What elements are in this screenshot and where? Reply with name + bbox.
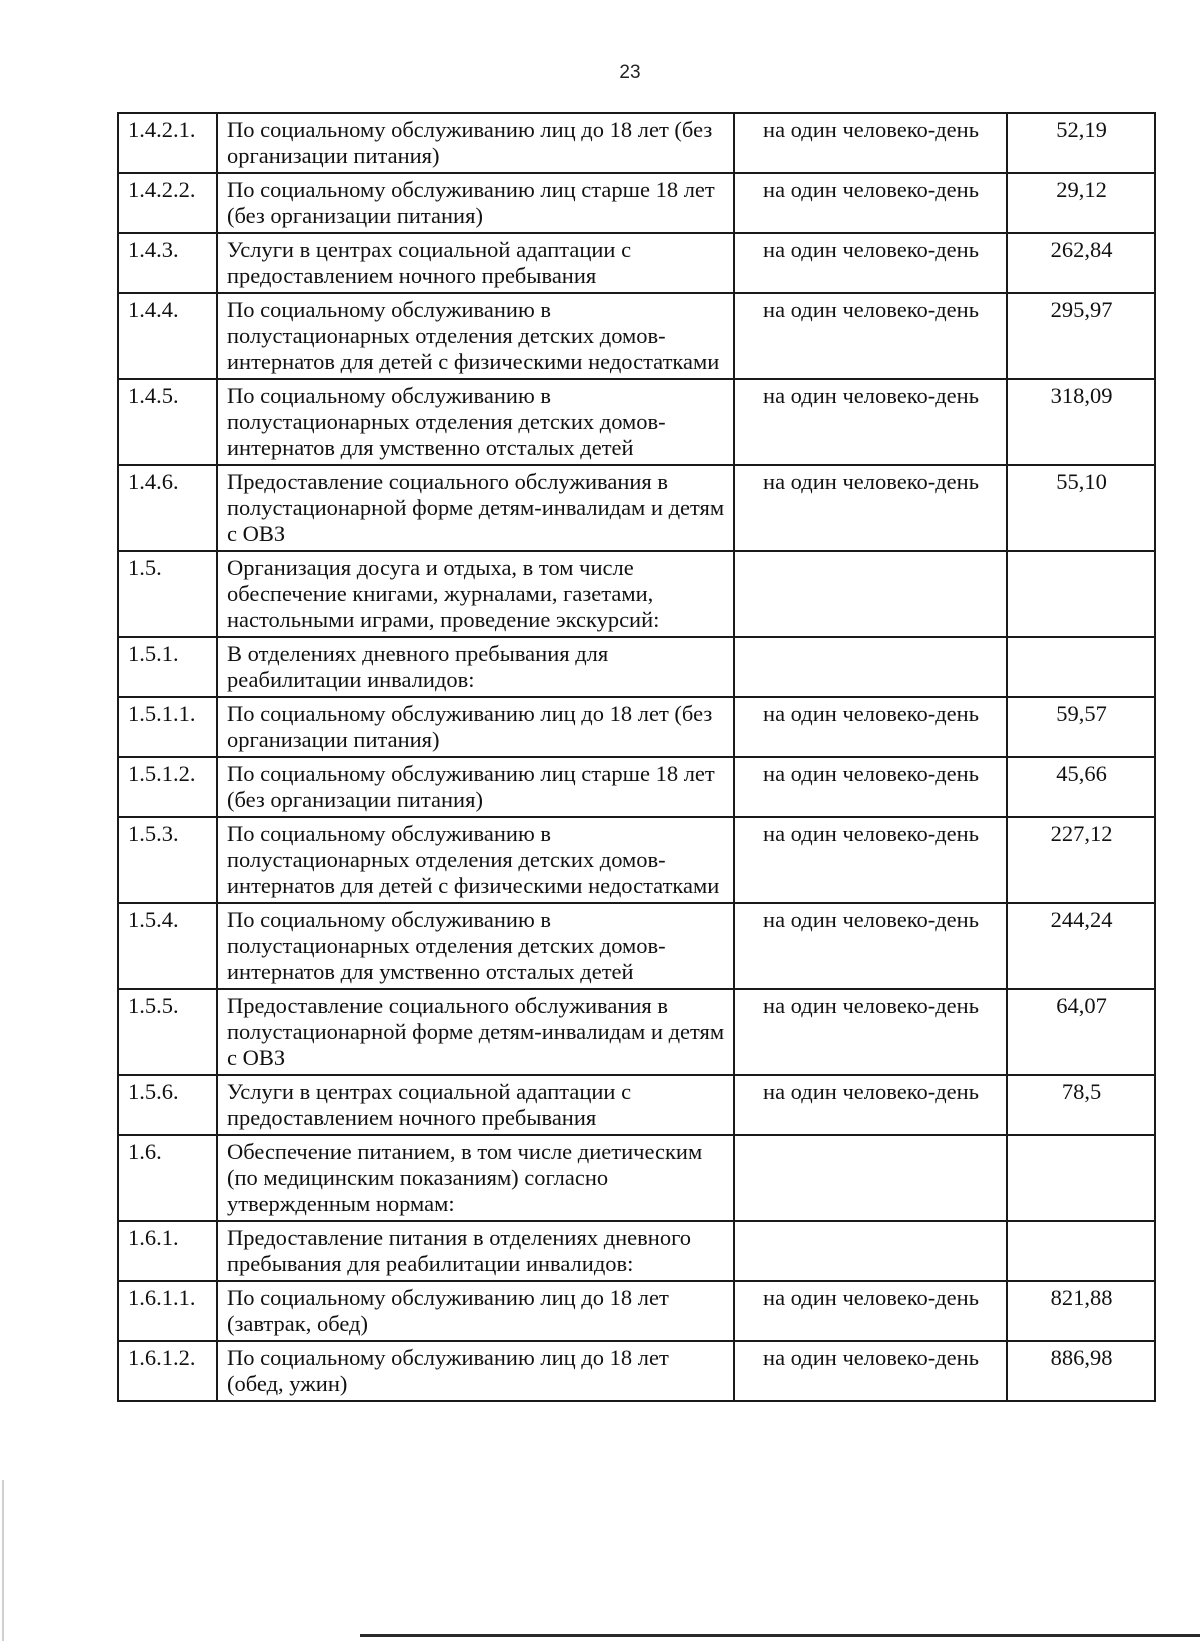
row-description: Предоставление социального обслуживания в полустационарной форме детям-инвалидам и детям с ОВЗ (217, 465, 734, 551)
row-unit: на один человеко-день (734, 1281, 1007, 1341)
row-code: 1.5.5. (118, 989, 217, 1075)
services-tariff-table (117, 112, 1156, 1402)
row-price (1007, 551, 1155, 637)
row-price (1007, 1221, 1155, 1281)
table-row (118, 1075, 1155, 1135)
row-price: 295,97 (1007, 293, 1155, 379)
row-unit: на один человеко-день (734, 1075, 1007, 1135)
table-row (118, 379, 1155, 465)
row-price: 29,12 (1007, 173, 1155, 233)
scan-edge-line (2, 1480, 4, 1641)
row-description: Обеспечение питанием, в том числе диетическим (по медицинским показаниям) согласно утвержденным нормам: (217, 1135, 734, 1221)
table-row (118, 1135, 1155, 1221)
row-description: По социальному обслуживанию лиц до 18 лет (завтрак, обед) (217, 1281, 734, 1341)
table-row (118, 989, 1155, 1075)
row-code: 1.4.4. (118, 293, 217, 379)
row-code: 1.4.2.1. (118, 113, 217, 173)
row-code: 1.5.1. (118, 637, 217, 697)
row-unit: на один человеко-день (734, 757, 1007, 817)
row-code: 1.6.1. (118, 1221, 217, 1281)
row-description: В отделениях дневного пребывания для реабилитации инвалидов: (217, 637, 734, 697)
table-row (118, 1221, 1155, 1281)
row-price: 244,24 (1007, 903, 1155, 989)
table-row (118, 1341, 1155, 1401)
row-unit (734, 1135, 1007, 1221)
row-description: Услуги в центрах социальной адаптации с предоставлением ночного пребывания (217, 233, 734, 293)
row-price: 821,88 (1007, 1281, 1155, 1341)
table-row (118, 903, 1155, 989)
row-price: 52,19 (1007, 113, 1155, 173)
row-description: По социальному обслуживанию лиц старше 18 лет (без организации питания) (217, 757, 734, 817)
row-description: По социальному обслуживанию лиц до 18 лет (обед, ужин) (217, 1341, 734, 1401)
row-description: Предоставление питания в отделениях дневного пребывания для реабилитации инвалидов: (217, 1221, 734, 1281)
row-unit: на один человеко-день (734, 817, 1007, 903)
row-code: 1.5.1.1. (118, 697, 217, 757)
row-unit (734, 551, 1007, 637)
table-row (118, 113, 1155, 173)
row-code: 1.6. (118, 1135, 217, 1221)
row-price: 78,5 (1007, 1075, 1155, 1135)
table-row (118, 757, 1155, 817)
row-code: 1.5.3. (118, 817, 217, 903)
row-price: 886,98 (1007, 1341, 1155, 1401)
row-description: По социальному обслуживанию в полустационарных отделения детских домов-интернатов для детей с физическими недостатками (217, 293, 734, 379)
row-unit: на один человеко-день (734, 465, 1007, 551)
row-price: 59,57 (1007, 697, 1155, 757)
row-price: 318,09 (1007, 379, 1155, 465)
row-unit: на один человеко-день (734, 293, 1007, 379)
row-price (1007, 637, 1155, 697)
table-row (118, 551, 1155, 637)
table-row (118, 233, 1155, 293)
row-price: 55,10 (1007, 465, 1155, 551)
row-code: 1.6.1.2. (118, 1341, 217, 1401)
row-unit: на один человеко-день (734, 989, 1007, 1075)
table-row (118, 697, 1155, 757)
row-code: 1.6.1.1. (118, 1281, 217, 1341)
row-unit (734, 637, 1007, 697)
row-code: 1.5.4. (118, 903, 217, 989)
row-unit: на один человеко-день (734, 903, 1007, 989)
row-description: По социальному обслуживанию в полустационарных отделения детских домов-интернатов для детей с физическими недостатками (217, 817, 734, 903)
row-description: Услуги в центрах социальной адаптации с предоставлением ночного пребывания (217, 1075, 734, 1135)
scan-bottom-rule (360, 1634, 1200, 1637)
row-code: 1.5.1.2. (118, 757, 217, 817)
row-price: 262,84 (1007, 233, 1155, 293)
row-unit (734, 1221, 1007, 1281)
row-description: По социальному обслуживанию лиц старше 18 лет (без организации питания) (217, 173, 734, 233)
row-unit: на один человеко-день (734, 233, 1007, 293)
table-row (118, 1281, 1155, 1341)
table-row (118, 293, 1155, 379)
table-row (118, 817, 1155, 903)
row-unit: на один человеко-день (734, 379, 1007, 465)
row-unit: на один человеко-день (734, 1341, 1007, 1401)
row-unit: на один человеко-день (734, 173, 1007, 233)
row-description: По социальному обслуживанию в полустационарных отделения детских домов-интернатов для умственно отсталых детей (217, 379, 734, 465)
row-price (1007, 1135, 1155, 1221)
row-code: 1.4.5. (118, 379, 217, 465)
row-code: 1.4.6. (118, 465, 217, 551)
row-unit: на один человеко-день (734, 113, 1007, 173)
row-price: 227,12 (1007, 817, 1155, 903)
row-description: Предоставление социального обслуживания в полустационарной форме детям-инвалидам и детям с ОВЗ (217, 989, 734, 1075)
row-code: 1.4.3. (118, 233, 217, 293)
row-code: 1.4.2.2. (118, 173, 217, 233)
row-price: 64,07 (1007, 989, 1155, 1075)
row-description: Организация досуга и отдыха, в том числе обеспечение книгами, журналами, газетами, настольными играми, проведение экскурсий: (217, 551, 734, 637)
table-row (118, 173, 1155, 233)
table-row (118, 637, 1155, 697)
row-unit: на один человеко-день (734, 697, 1007, 757)
row-price: 45,66 (1007, 757, 1155, 817)
row-description: По социальному обслуживанию в полустационарных отделения детских домов-интернатов для умственно отсталых детей (217, 903, 734, 989)
row-description: По социальному обслуживанию лиц до 18 лет (без организации питания) (217, 697, 734, 757)
table-row (118, 465, 1155, 551)
row-code: 1.5. (118, 551, 217, 637)
row-code: 1.5.6. (118, 1075, 217, 1135)
row-description: По социальному обслуживанию лиц до 18 лет (без организации питания) (217, 113, 734, 173)
page-number: 23 (619, 62, 641, 83)
